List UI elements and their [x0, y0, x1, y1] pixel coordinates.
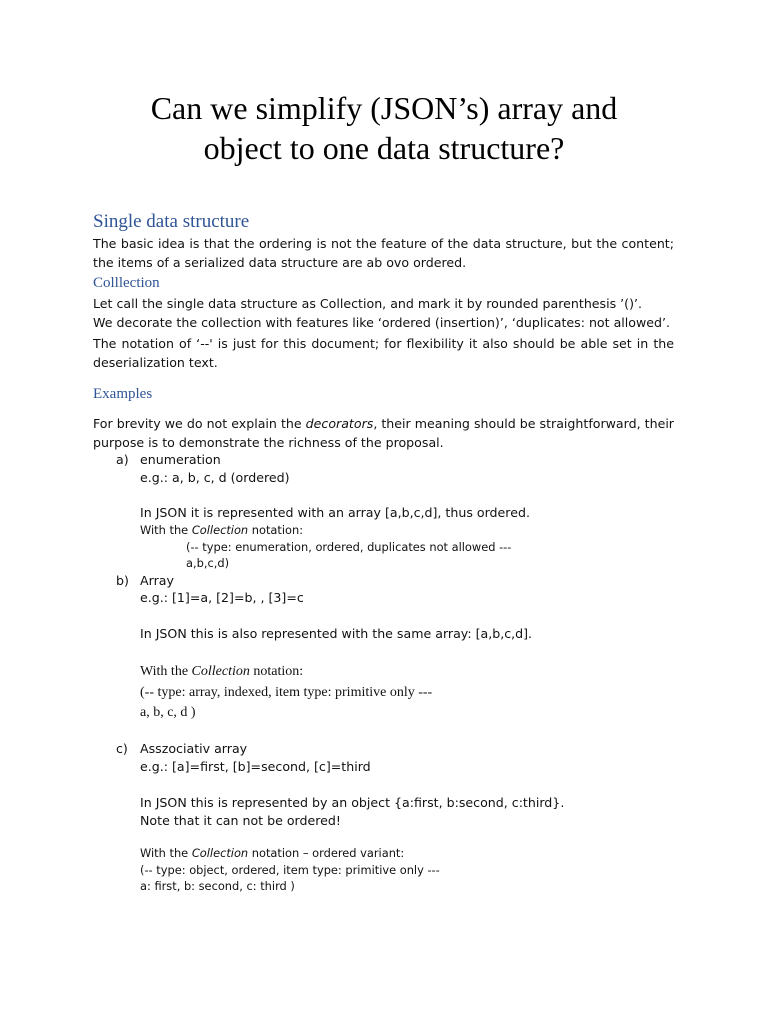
- item-c-marker: c): [116, 741, 128, 756]
- item-b-code-line-1: (-- type: array, indexed, item type: primitive only ---: [140, 685, 433, 700]
- item-b-marker: b): [116, 573, 129, 588]
- item-b-title: Array: [140, 573, 174, 588]
- item-c-notation-after: notation – ordered variant:: [248, 846, 405, 860]
- item-b-notation-before: With the: [140, 664, 192, 679]
- item-a-marker: a): [116, 452, 129, 467]
- item-b-code-line-2: a, b, c, d ): [140, 705, 196, 720]
- document-title-line-2: object to one data structure?: [203, 130, 565, 166]
- item-a-example: e.g.: a, b, c, d (ordered): [140, 470, 290, 485]
- item-c-json: In JSON this is represented by an object {a:first, b:second, c:third}.: [140, 795, 565, 810]
- item-c-notation-before: With the: [140, 846, 192, 860]
- examples-intro-paragraph: [93, 414, 674, 452]
- item-a-title: enumeration: [140, 452, 221, 467]
- item-c-example: e.g.: [a]=first, [b]=second, [c]=third: [140, 759, 371, 774]
- paragraph-basic-idea: The basic idea is that the ordering is not the feature of the data structure, but the content; the items of a serialized data structure are ab ovo ordered.: [93, 236, 674, 270]
- collection-line-1: Let call the single data structure as Collection, and mark it by rounded parenthesis ’()’.: [93, 296, 643, 311]
- item-b-notation-after: notation:: [249, 664, 304, 679]
- item-a-notation-after: notation:: [248, 523, 304, 537]
- heading-single-data-structure: Single data structure: [93, 211, 250, 232]
- heading-examples: Examples: [93, 386, 153, 402]
- collection-line-2: We decorate the collection with features like ‘ordered (insertion)’, ‘duplicates: not allowed’.: [93, 315, 671, 330]
- item-b-json: In JSON this is also represented with the same array: [a,b,c,d].: [140, 626, 533, 641]
- item-b-notation-emphasis: Collection: [191, 664, 250, 679]
- item-c-title: Asszociativ array: [140, 741, 248, 756]
- item-c-notation-emphasis: Collection: [191, 846, 249, 860]
- item-c-code-line-1: (-- type: object, ordered, item type: primitive only ---: [140, 863, 440, 877]
- collection-notation-paragraph: The notation of ‘--' is just for this document; for flexibility it also should be able set in the deserialization text.: [93, 336, 674, 370]
- item-b-example: e.g.: [1]=a, [2]=b, , [3]=c: [140, 590, 304, 605]
- item-a-json: In JSON it is represented with an array [a,b,c,d], thus ordered.: [140, 505, 530, 520]
- item-a-notation-before: With the: [140, 523, 192, 537]
- examples-intro-before: For brevity we do not explain the: [93, 416, 306, 431]
- item-a-notation-label: [140, 522, 303, 538]
- item-b-notation-label: [140, 663, 303, 681]
- examples-intro-after: , their meaning should be straightforward, their purpose is to demonstrate the richness of the proposal.: [93, 416, 674, 450]
- item-c-code-line-2: a: first, b: second, c: third ): [140, 879, 295, 893]
- item-a-code-line-2: a,b,c,d): [186, 556, 230, 570]
- item-a-code-line-1: (-- type: enumeration, ordered, duplicates not allowed ---: [186, 540, 512, 554]
- item-a-notation-emphasis: Collection: [191, 523, 249, 537]
- item-c-notation-label: [140, 845, 404, 861]
- examples-intro-emphasis: decorators: [305, 416, 374, 431]
- item-c-note: Note that it can not be ordered!: [140, 813, 341, 828]
- heading-collection: Colllection: [93, 275, 160, 291]
- document-title-line-1: Can we simplify (JSON’s) array and: [150, 90, 618, 126]
